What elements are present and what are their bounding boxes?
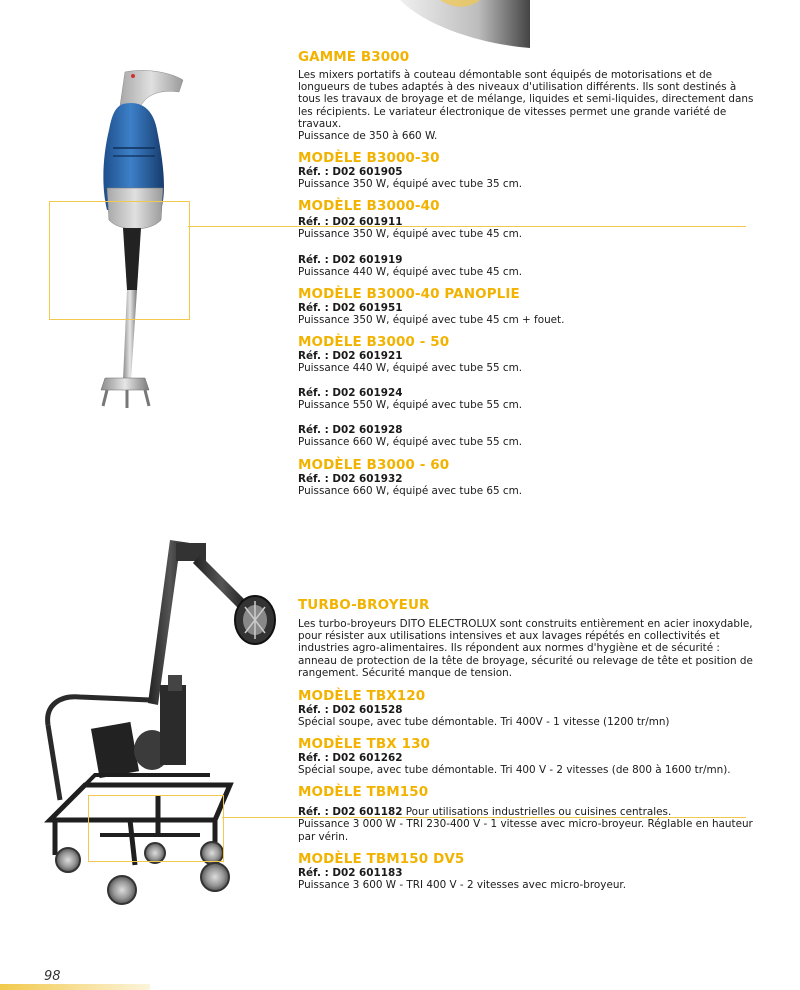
model-desc: Puissance 440 W, équipé avec tube 55 cm.	[298, 362, 523, 375]
model-desc: Puissance 350 W, équipé avec tube 45 cm + fouet.	[298, 313, 565, 326]
model-desc: Puissance 660 W, équipé avec tube 55 cm.	[298, 436, 523, 449]
model-desc: Puissance 3 000 W - TRI 230-400 V - 1 vitesse avec micro-broyeur. Réglable en hauteur par vérin.	[298, 818, 753, 843]
model-title: MODÈLE B3000 - 50	[298, 334, 450, 351]
broyeur-callout-box	[88, 795, 224, 862]
model-block	[298, 458, 758, 497]
corner-decoration	[400, 0, 530, 48]
section-turbo-broyeur	[298, 598, 758, 891]
model-title: MODÈLE TBM150	[298, 784, 429, 801]
model-desc: Puissance 440 W, équipé avec tube 45 cm.	[298, 265, 523, 278]
model-block	[298, 151, 758, 190]
model-ref-line	[298, 806, 758, 818]
model-desc: Puissance 550 W, équipé avec tube 55 cm.	[298, 399, 523, 412]
model-ref: Réf. : D02 601262	[298, 752, 403, 765]
model-block	[298, 785, 758, 842]
model-ref: Réf. : D02 601921	[298, 350, 403, 363]
model-ref: Réf. : D02 601911	[298, 216, 403, 229]
model-title: MODÈLE B3000 - 60	[298, 456, 450, 473]
model-title: MODÈLE TBX 130	[298, 736, 431, 753]
model-desc: Puissance 350 W, équipé avec tube 45 cm.	[298, 228, 523, 241]
model-block	[298, 335, 758, 449]
model-ref: Réf. : D02 601924	[298, 387, 403, 400]
section-intro: Les turbo-broyeurs DITO ELECTROLUX sont construits entièrement en acier inoxydable, pour résister aux utilisations intensives et aux lavages répétés en collectivités et industries agro-alimentaires. Ils répondent aux normes d'hygiène et de sécurité : anneau de protection de la tête de broyage, sécurité ou relevage de tête et position de rangement. Sécurité manque de tension.	[298, 618, 753, 679]
model-ref: Réf. : D02 601528	[298, 704, 403, 717]
footer-bar	[0, 984, 150, 990]
model-title: MODÈLE TBX120	[298, 688, 426, 705]
model-title: MODÈLE B3000-40 PANOPLIE	[298, 285, 520, 302]
model-ref: Réf. : D02 601928	[298, 424, 403, 437]
model-ref: Réf. : D02 601951	[298, 301, 403, 314]
model-block	[298, 852, 758, 891]
blender-callout-box	[49, 201, 190, 320]
model-block	[298, 199, 758, 277]
section-intro: Les mixers portatifs à couteau démontable sont équipés de motorisations et de longueurs de tubes adaptés à des niveaux d'utilisation différents. Ils sont destinés à tous les travaux de broyage et de mélange, liquides et semi-liquides, directement dans les récipients. Le variateur électronique de vitesses permet une grande variété de travaux.	[298, 69, 754, 130]
section-gamme-b3000	[298, 50, 758, 497]
section-title: TURBO-BROYEUR	[298, 597, 430, 613]
page-number: 98	[44, 969, 61, 984]
model-title: MODÈLE B3000-30	[298, 150, 440, 167]
model-ref: Réf. : D02 601919	[298, 253, 403, 266]
section-power: Puissance de 350 à 660 W.	[298, 130, 438, 143]
model-desc: Spécial soupe, avec tube démontable. Tri 400V - 1 vitesse (1200 tr/mn)	[298, 716, 670, 729]
section-title: GAMME B3000	[298, 49, 410, 65]
model-ref: Réf. : D02 601905	[298, 166, 403, 179]
model-ref: Réf. : D02 601182	[298, 806, 403, 819]
model-block	[298, 689, 758, 728]
model-block	[298, 737, 758, 776]
model-ref-desc: Pour utilisations industrielles ou cuisines centrales.	[402, 806, 672, 819]
model-title: MODÈLE TBM150 DV5	[298, 850, 465, 867]
model-title: MODÈLE B3000-40	[298, 198, 440, 215]
model-block	[298, 287, 758, 326]
model-ref: Réf. : D02 601183	[298, 866, 403, 879]
model-desc: Puissance 350 W, équipé avec tube 35 cm.	[298, 178, 523, 191]
model-desc: Puissance 3 600 W - TRI 400 V - 2 vitesses avec micro-broyeur.	[298, 878, 627, 891]
model-desc: Spécial soupe, avec tube démontable. Tri 400 V - 2 vitesses (de 800 à 1600 tr/mn).	[298, 764, 731, 777]
model-desc: Puissance 660 W, équipé avec tube 65 cm.	[298, 484, 523, 497]
model-ref: Réf. : D02 601932	[298, 472, 403, 485]
